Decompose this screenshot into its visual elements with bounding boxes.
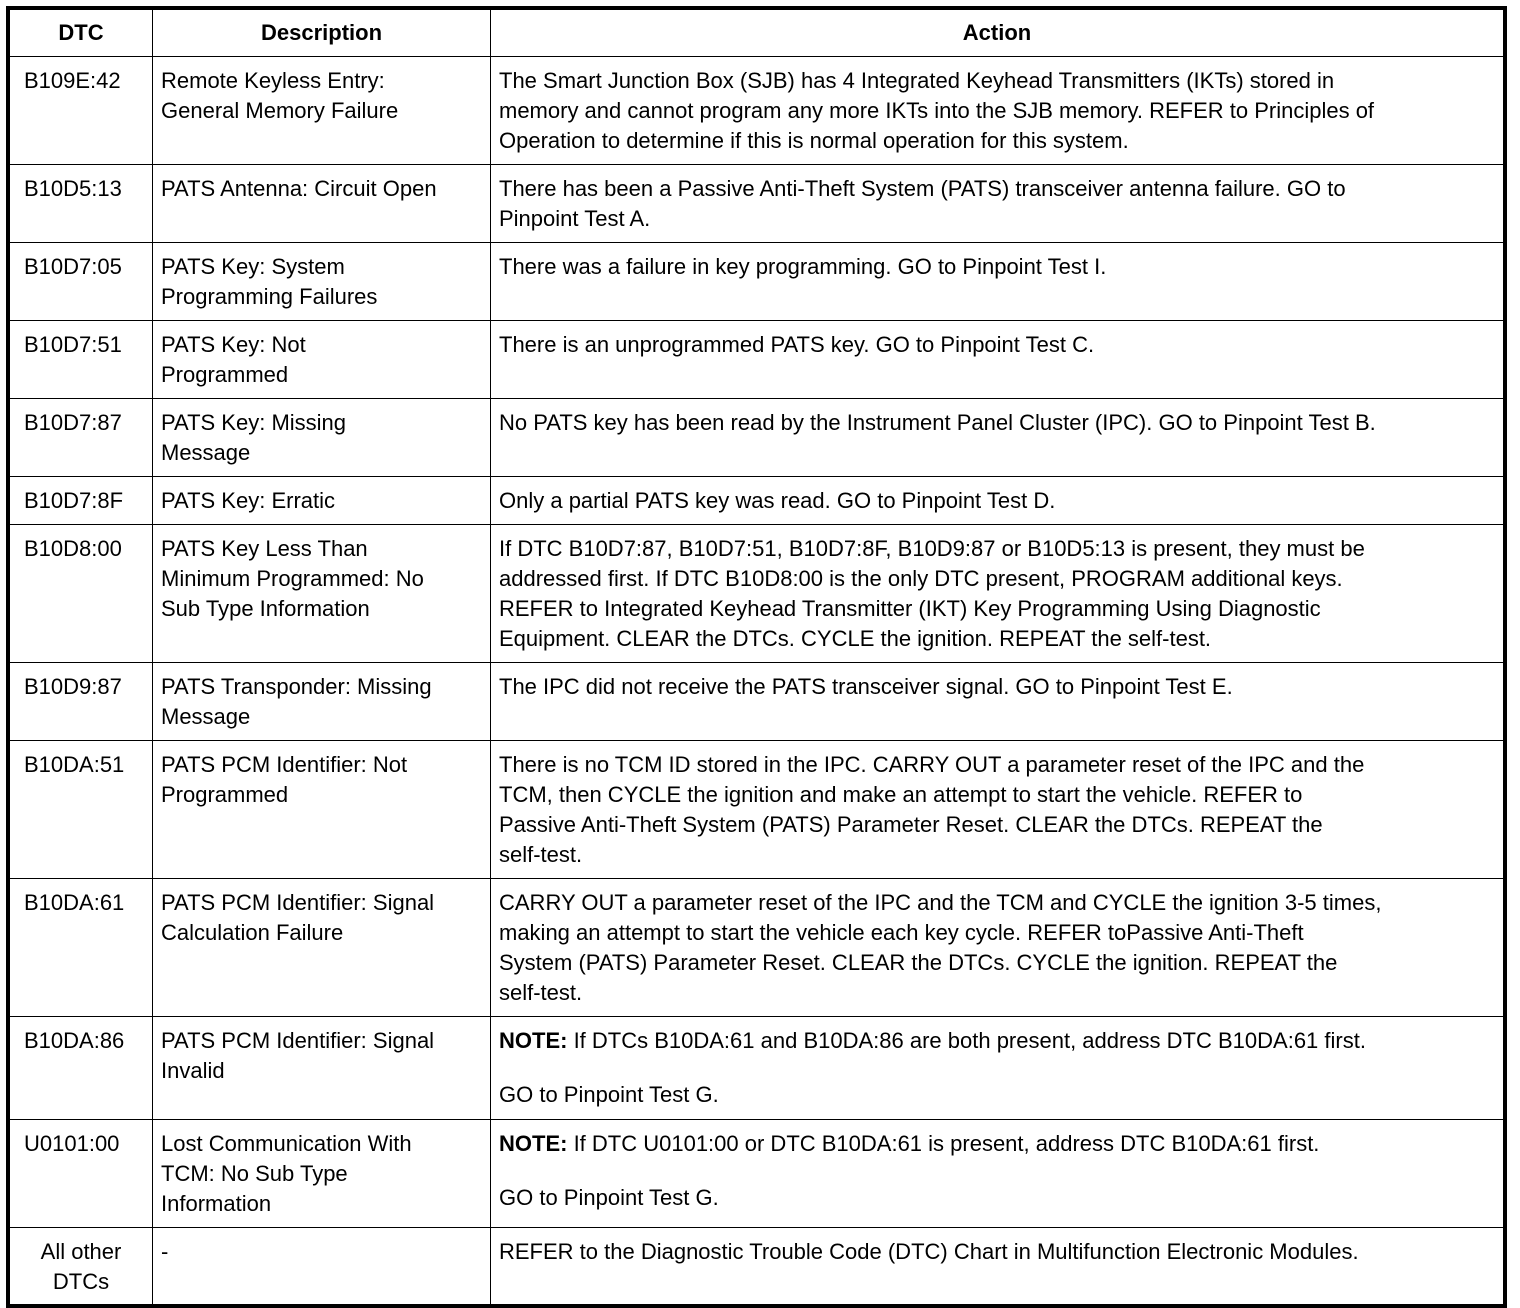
- action-paragraph: [499, 1183, 1495, 1213]
- action-line: Passive Anti-Theft System (PATS) Parameter Reset. CLEAR the DTCs. REPEAT the: [499, 812, 1323, 837]
- action-line: memory and cannot program any more IKTs into the SJB memory. REFER to Principles of: [499, 98, 1375, 123]
- dtc-code: B10D7:87: [24, 410, 122, 435]
- action-line: addressed first. If DTC B10D8:00 is the only DTC present, PROGRAM additional keys.: [499, 566, 1343, 591]
- table-row: [8, 1228, 1505, 1306]
- dtc-cell: [8, 1017, 153, 1120]
- action-paragraph: [499, 486, 1495, 516]
- table-row: [8, 477, 1505, 525]
- description-cell: [153, 663, 491, 741]
- action-cell: [491, 399, 1506, 477]
- description-line: Sub Type Information: [161, 596, 370, 621]
- action-cell: [491, 165, 1506, 243]
- dtc-code: B10DA:86: [24, 1028, 125, 1053]
- description-line: Message: [161, 704, 251, 729]
- action-line: There was a failure in key programming. GO to Pinpoint Test I.: [499, 254, 1107, 279]
- action-cell: [491, 663, 1506, 741]
- action-line: GO to Pinpoint Test G.: [499, 1082, 719, 1107]
- table-row: [8, 399, 1505, 477]
- table-row: [8, 1120, 1505, 1228]
- action-line: Equipment. CLEAR the DTCs. CYCLE the ignition. REPEAT the self-test.: [499, 626, 1212, 651]
- dtc-code: B10D7:05: [24, 254, 122, 279]
- description-cell: [153, 165, 491, 243]
- action-paragraph: [499, 408, 1495, 438]
- description-line: PATS Transponder: Missing: [161, 674, 432, 699]
- action-cell: [491, 879, 1506, 1017]
- action-paragraph: [499, 888, 1495, 1008]
- action-line: If DTCs B10DA:61 and B10DA:86 are both present, address DTC B10DA:61 first.: [567, 1028, 1366, 1053]
- action-line: CARRY OUT a parameter reset of the IPC and the TCM and CYCLE the ignition 3-5 times,: [499, 890, 1382, 915]
- action-line: There is an unprogrammed PATS key. GO to Pinpoint Test C.: [499, 332, 1095, 357]
- action-paragraph: [499, 174, 1495, 234]
- action-line: The IPC did not receive the PATS transceiver signal. GO to Pinpoint Test E.: [499, 674, 1233, 699]
- note-label: NOTE:: [499, 1131, 568, 1156]
- description-line: Minimum Programmed: No: [161, 566, 424, 591]
- action-cell: [491, 477, 1506, 525]
- action-cell: [491, 1120, 1506, 1228]
- table-row: [8, 165, 1505, 243]
- description-line: Programmed: [161, 362, 289, 387]
- description-cell: [153, 321, 491, 399]
- action-line: REFER to Integrated Keyhead Transmitter (IKT) Key Programming Using Diagnostic: [499, 596, 1321, 621]
- dtc-code: DTCs: [52, 1269, 110, 1294]
- dtc-table: [6, 6, 1507, 1308]
- header-dtc: DTC: [8, 8, 153, 57]
- action-paragraph: [499, 534, 1495, 654]
- description-line: TCM: No Sub Type: [161, 1161, 348, 1186]
- description-cell: [153, 525, 491, 663]
- description-cell: [153, 1120, 491, 1228]
- description-line: PATS PCM Identifier: Signal: [161, 1028, 435, 1053]
- action-cell: [491, 57, 1506, 165]
- description-cell: [153, 879, 491, 1017]
- description-cell: [153, 399, 491, 477]
- action-paragraph: [499, 672, 1495, 702]
- description-line: Remote Keyless Entry:: [161, 68, 385, 93]
- description-line: PATS Key: System: [161, 254, 345, 279]
- description-line: Calculation Failure: [161, 920, 344, 945]
- dtc-code: U0101:00: [24, 1131, 120, 1156]
- dtc-cell: [8, 399, 153, 477]
- dtc-cell: [8, 321, 153, 399]
- description-line: PATS Key: Erratic: [161, 488, 336, 513]
- description-line: PATS PCM Identifier: Signal: [161, 890, 435, 915]
- description-line: Message: [161, 440, 251, 465]
- description-cell: [153, 57, 491, 165]
- action-paragraph: [499, 1237, 1495, 1267]
- action-paragraph: [499, 1129, 1495, 1159]
- dtc-code: B10D8:00: [24, 536, 122, 561]
- dtc-code: B10D7:51: [24, 332, 122, 357]
- header-action: Action: [491, 8, 1506, 57]
- table-row: [8, 663, 1505, 741]
- description-cell: [153, 477, 491, 525]
- action-line: self-test.: [499, 842, 583, 867]
- action-cell: [491, 741, 1506, 879]
- description-line: -: [161, 1239, 169, 1264]
- dtc-code: All other: [40, 1239, 122, 1264]
- action-line: System (PATS) Parameter Reset. CLEAR the DTCs. CYCLE the ignition. REPEAT the: [499, 950, 1338, 975]
- table-row: [8, 243, 1505, 321]
- action-line: TCM, then CYCLE the ignition and make an attempt to start the vehicle. REFER to: [499, 782, 1303, 807]
- action-line: The Smart Junction Box (SJB) has 4 Integrated Keyhead Transmitters (IKTs) stored in: [499, 68, 1335, 93]
- action-line: There is no TCM ID stored in the IPC. CARRY OUT a parameter reset of the IPC and the: [499, 752, 1365, 777]
- description-line: PATS PCM Identifier: Not: [161, 752, 408, 777]
- description-line: Invalid: [161, 1058, 225, 1083]
- description-line: PATS Key: Not: [161, 332, 306, 357]
- action-line: No PATS key has been read by the Instrument Panel Cluster (IPC). GO to Pinpoint Test B.: [499, 410, 1376, 435]
- dtc-cell: [8, 165, 153, 243]
- description-line: General Memory Failure: [161, 98, 399, 123]
- table-row: [8, 1017, 1505, 1120]
- dtc-cell: [8, 525, 153, 663]
- description-cell: [153, 1228, 491, 1306]
- dtc-cell: [8, 57, 153, 165]
- description-line: Lost Communication With: [161, 1131, 412, 1156]
- action-line: self-test.: [499, 980, 583, 1005]
- dtc-cell: [8, 741, 153, 879]
- action-cell: [491, 321, 1506, 399]
- description-line: PATS Key: Missing: [161, 410, 347, 435]
- action-cell: [491, 525, 1506, 663]
- action-line: Pinpoint Test A.: [499, 206, 651, 231]
- dtc-cell: [8, 477, 153, 525]
- action-line: GO to Pinpoint Test G.: [499, 1185, 719, 1210]
- table-row: [8, 321, 1505, 399]
- description-line: PATS Key Less Than: [161, 536, 368, 561]
- dtc-code: B10DA:61: [24, 890, 125, 915]
- dtc-cell: [8, 1120, 153, 1228]
- table-row: [8, 741, 1505, 879]
- dtc-code: B10D7:8F: [24, 488, 124, 513]
- action-paragraph: [499, 1080, 1495, 1110]
- description-line: Information: [161, 1191, 272, 1216]
- table-row: [8, 57, 1505, 165]
- description-line: Programming Failures: [161, 284, 378, 309]
- header-description: Description: [153, 8, 491, 57]
- dtc-cell: [8, 243, 153, 321]
- dtc-cell: [8, 663, 153, 741]
- dtc-code: B10DA:51: [24, 752, 125, 777]
- action-paragraph: [499, 750, 1495, 870]
- description-cell: [153, 243, 491, 321]
- table-row: [8, 525, 1505, 663]
- dtc-cell: [8, 1228, 153, 1306]
- action-line: If DTC U0101:00 or DTC B10DA:61 is present, address DTC B10DA:61 first.: [567, 1131, 1320, 1156]
- action-line: Only a partial PATS key was read. GO to Pinpoint Test D.: [499, 488, 1056, 513]
- header-row: [8, 8, 1505, 57]
- description-cell: [153, 741, 491, 879]
- action-paragraph: [499, 66, 1495, 156]
- action-cell: [491, 1228, 1506, 1306]
- action-paragraph: [499, 330, 1495, 360]
- description-line: PATS Antenna: Circuit Open: [161, 176, 437, 201]
- action-cell: [491, 243, 1506, 321]
- table-row: [8, 879, 1505, 1017]
- action-line: There has been a Passive Anti-Theft System (PATS) transceiver antenna failure. GO to: [499, 176, 1346, 201]
- action-paragraph: [499, 1026, 1495, 1056]
- dtc-code: B10D5:13: [24, 176, 122, 201]
- dtc-code: B109E:42: [24, 68, 121, 93]
- action-line: If DTC B10D7:87, B10D7:51, B10D7:8F, B10D9:87 or B10D5:13 is present, they must be: [499, 536, 1365, 561]
- action-paragraph: [499, 252, 1495, 282]
- dtc-cell: [8, 879, 153, 1017]
- action-cell: [491, 1017, 1506, 1120]
- dtc-code: B10D9:87: [24, 674, 122, 699]
- note-label: NOTE:: [499, 1028, 568, 1053]
- action-line: Operation to determine if this is normal operation for this system.: [499, 128, 1129, 153]
- action-line: REFER to the Diagnostic Trouble Code (DTC) Chart in Multifunction Electronic Modules.: [499, 1239, 1359, 1264]
- description-cell: [153, 1017, 491, 1120]
- action-line: making an attempt to start the vehicle each key cycle. REFER toPassive Anti-Theft: [499, 920, 1304, 945]
- description-line: Programmed: [161, 782, 289, 807]
